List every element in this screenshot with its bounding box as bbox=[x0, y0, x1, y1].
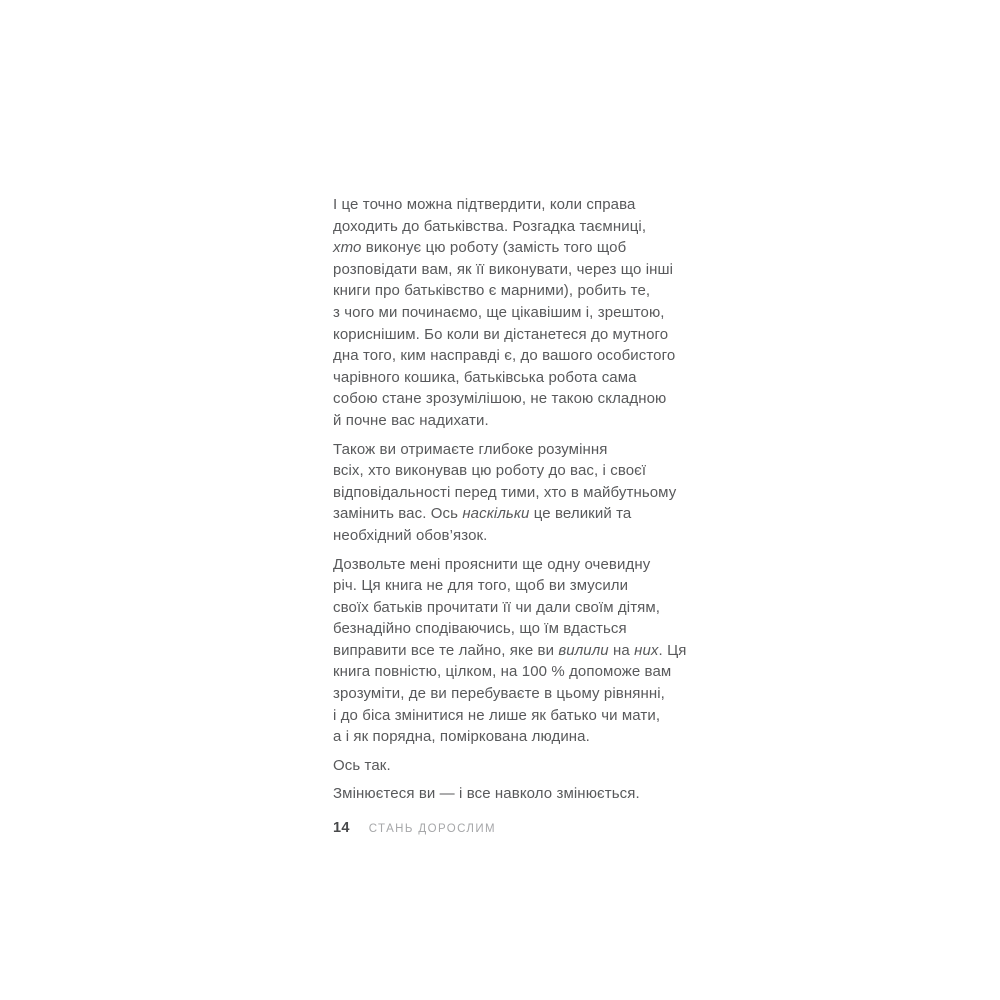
paragraph bbox=[333, 554, 687, 748]
paragraph bbox=[333, 439, 677, 547]
text-line: дна того, ким насправді є, до вашого особистого bbox=[333, 347, 676, 365]
text-line: виправити все те лайно, яке ви вилили на них. Ця bbox=[333, 641, 687, 659]
paragraph bbox=[333, 194, 676, 432]
text-line: відповідальності перед тими, хто в майбутньому bbox=[333, 483, 677, 501]
text-line: І це точно можна підтвердити, коли справа bbox=[333, 196, 636, 213]
text-line: а і як порядна, поміркована людина. bbox=[333, 728, 590, 746]
text-line: чарівного кошика, батьківська робота сама bbox=[333, 368, 637, 386]
text-line: безнадійно сподіваючись, що їм вдасться bbox=[333, 620, 627, 638]
paragraph bbox=[333, 783, 673, 805]
text-line: необхідний обов’язок. bbox=[333, 526, 488, 544]
text-line: замінить вас. Ось наскільки це великий та bbox=[333, 505, 632, 523]
text-line: з чого ми починаємо, ще цікавішим і, зрештою, bbox=[333, 303, 665, 321]
text-line: зрозуміти, де ви перебуваєте в цьому рівнянні, bbox=[333, 685, 665, 703]
text-line: Змінюєтеся ви — і все навколо змінюється. bbox=[333, 785, 640, 803]
running-title: СТАНЬ ДОРОСЛИМ bbox=[368, 823, 497, 835]
page-footer bbox=[333, 820, 496, 836]
text-line: книга повністю, цілком, на 100 % допоможе вам bbox=[333, 663, 672, 681]
text-line: й почне вас надихати. bbox=[333, 411, 489, 429]
text-line: річ. Ця книга не для того, щоб ви змусили bbox=[333, 577, 629, 595]
paragraph bbox=[333, 755, 673, 777]
text-line: кориснішим. Бо коли ви дістанетеся до мутного bbox=[333, 325, 669, 343]
text-line: всіх, хто виконував цю роботу до вас, і своєї bbox=[333, 462, 647, 480]
text-line: Також ви отримаєте глибоке розуміння bbox=[333, 440, 608, 458]
text-line: своїх батьків прочитати її чи дали своїм дітям, bbox=[333, 598, 661, 616]
text-line: Дозвольте мені прояснити ще одну очевидну bbox=[333, 555, 651, 573]
text-line: розповідати вам, як її виконувати, через що інші bbox=[333, 260, 674, 278]
page-number: 14 bbox=[333, 820, 350, 836]
text-line: Ось так. bbox=[333, 756, 391, 774]
text-line: собою стане зрозумілішою, не такою складною bbox=[333, 390, 667, 408]
text-line: хто виконує цю роботу (замість того щоб bbox=[333, 239, 627, 257]
body-text bbox=[333, 194, 687, 812]
text-line: книги про батьківство є марними), робить те, bbox=[333, 282, 651, 300]
text-line: доходить до батьківства. Розгадка таємниці, bbox=[333, 217, 647, 235]
text-line: і до біса змінитися не лише як батько чи мати, bbox=[333, 706, 661, 724]
